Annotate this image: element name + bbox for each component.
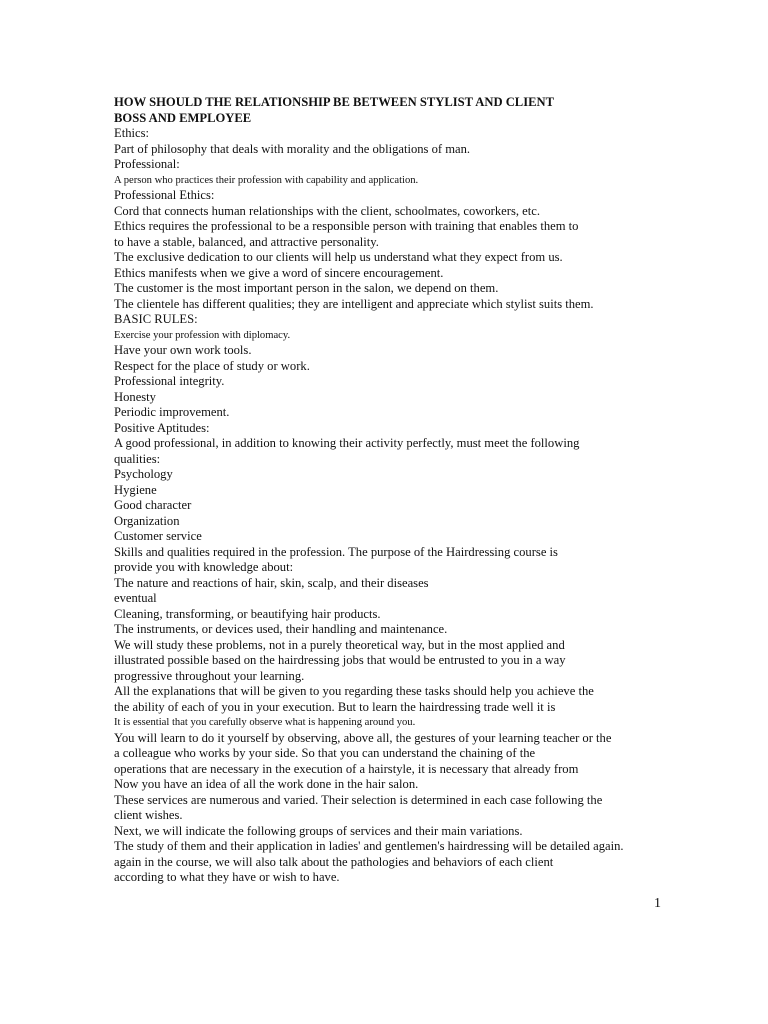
text-line: Positive Aptitudes: — [114, 420, 210, 435]
text-line: to have a stable, balanced, and attractive personality. — [114, 234, 379, 249]
text-line: A person who practices their profession with capability and application. — [114, 174, 419, 186]
text-line: Cleaning, transforming, or beautifying hair products. — [114, 606, 381, 621]
text-line: Ethics: — [114, 126, 149, 140]
text-line: Next, we will indicate the following groups of services and their main variations. — [114, 823, 523, 838]
text-line: Hygiene — [114, 482, 157, 497]
text-line: Skills and qualities required in the profession. The purpose of the Hairdressing course is — [114, 544, 558, 559]
text-line: It is essential that you carefully observe what is happening around you. — [114, 717, 416, 728]
text-line: The instruments, or devices used, their handling and maintenance. — [114, 622, 448, 636]
text-line: eventual — [114, 591, 157, 605]
text-line: according to what they have or wish to have. — [114, 870, 340, 884]
text-line: operations that are necessary in the execution of a hairstyle, it is necessary that already from — [114, 761, 579, 776]
document-title-line-1: HOW SHOULD THE RELATIONSHIP BE BETWEEN STYLIST AND CLIENT — [114, 95, 554, 109]
text-line: BASIC RULES: — [114, 312, 198, 326]
text-line: again in the course, we will also talk about the pathologies and behaviors of each client — [114, 854, 554, 869]
text-line: client wishes. — [114, 808, 183, 822]
text-line: qualities: — [114, 451, 161, 466]
text-line: Have your own work tools. — [114, 343, 252, 357]
text-line: Professional Ethics: — [114, 188, 215, 202]
text-line: Ethics manifests when we give a word of sincere encouragement. — [114, 265, 444, 280]
text-line: Organization — [114, 513, 180, 528]
text-line: Psychology — [114, 467, 173, 481]
text-line: Periodic improvement. — [114, 405, 230, 419]
text-line: the ability of each of you in your execution. But to learn the hairdressing trade well it is — [114, 699, 556, 714]
text-line: The study of them and their application in ladies' and gentlemen's hairdressing will be detailed again. — [114, 839, 624, 853]
text-line: Professional integrity. — [114, 374, 225, 388]
document-text-lines — [114, 126, 674, 886]
text-line: The clientele has different qualities; they are intelligent and appreciate which stylist suits them. — [114, 296, 594, 311]
text-line: Respect for the place of study or work. — [114, 358, 310, 373]
text-line: illustrated possible based on the hairdressing jobs that would be entrusted to you in a way — [114, 653, 566, 667]
text-line: Now you have an idea of all the work done in the hair salon. — [114, 777, 419, 791]
text-line: Cord that connects human relationships with the client, schoolmates, coworkers, etc. — [114, 203, 540, 218]
text-line: progressive throughout your learning. — [114, 668, 305, 683]
text-line: We will study these problems, not in a purely theoretical way, but in the most applied and — [114, 637, 565, 652]
text-line: Honesty — [114, 389, 156, 404]
text-line: A good professional, in addition to knowing their activity perfectly, must meet the following — [114, 436, 580, 450]
text-line: Part of philosophy that deals with morality and the obligations of man. — [114, 141, 471, 156]
document-body — [114, 95, 674, 886]
text-line: Ethics requires the professional to be a responsible person with training that enables them to — [114, 219, 579, 233]
text-line: You will learn to do it yourself by observing, above all, the gestures of your learning teacher or the — [114, 730, 612, 745]
text-line: Exercise your profession with diplomacy. — [114, 329, 291, 341]
text-line: Customer service — [114, 529, 202, 543]
text-line: a colleague who works by your side. So that you can understand the chaining of the — [114, 746, 536, 760]
page-number: 1 — [654, 896, 661, 911]
text-line: Good character — [114, 498, 192, 512]
text-line: All the explanations that will be given to you regarding these tasks should help you achieve the — [114, 684, 594, 698]
text-line: provide you with knowledge about: — [114, 560, 294, 574]
document-title-line-2: BOSS AND EMPLOYEE — [114, 110, 252, 125]
text-line: The nature and reactions of hair, skin, scalp, and their diseases — [114, 575, 429, 590]
text-line: The customer is the most important person in the salon, we depend on them. — [114, 281, 499, 295]
text-line: These services are numerous and varied. Their selection is determined in each case following the — [114, 792, 603, 807]
text-line: Professional: — [114, 157, 180, 171]
text-line: The exclusive dedication to our clients will help us understand what they expect from us. — [114, 250, 563, 264]
